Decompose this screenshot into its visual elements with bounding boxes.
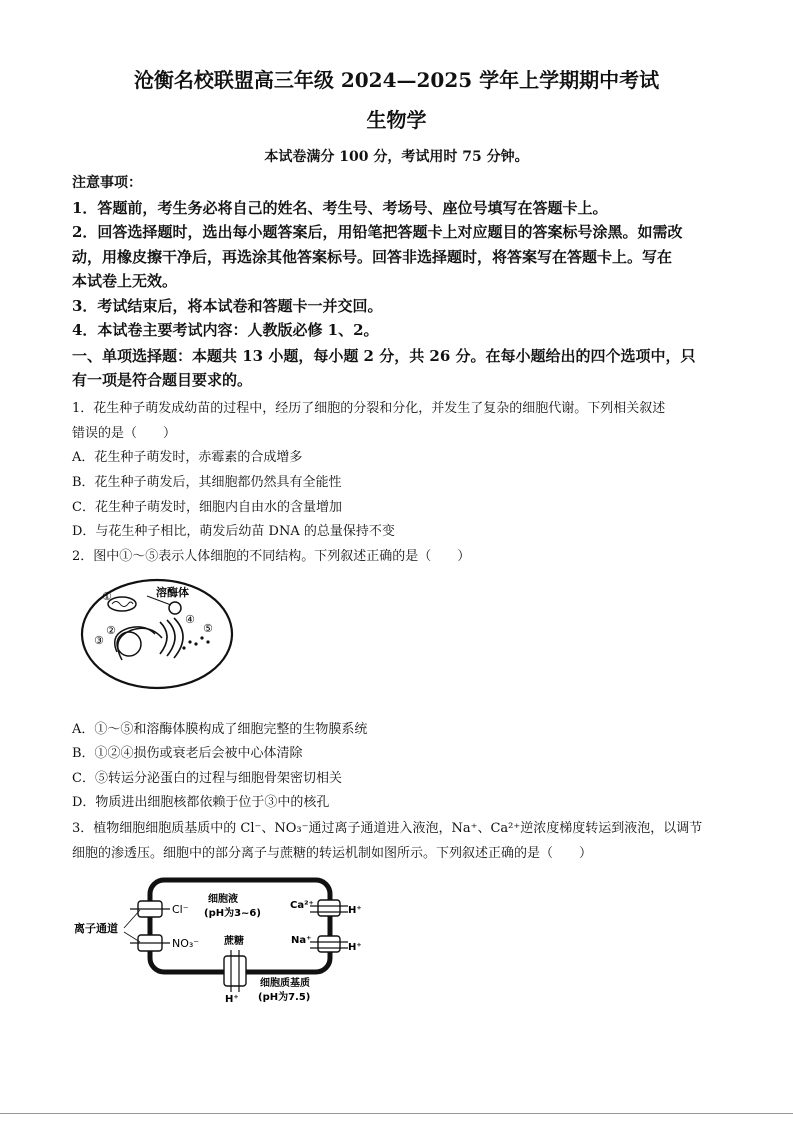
label-vacuole: 细胞液 <box>208 894 238 905</box>
notice-item: 1．答题前，考生务必将自己的姓名、考生号、考场号、座位号填写在答题卡上。 <box>72 199 608 217</box>
notice-item: 本试卷上无效。 <box>72 272 178 290</box>
notice-item: 动，用橡皮擦干净后，再选涂其他答案标号。回答非选择题时，将答案写在答题卡上。写在 <box>72 248 673 266</box>
q1-option-b: B．花生种子萌发后，其细胞都仍然具有全能性 <box>72 475 342 490</box>
label-h-2: H⁺ <box>348 942 362 953</box>
q2-stem: 2．图中①～⑤表示人体细胞的不同结构。下列叙述正确的是（ ） <box>72 549 471 564</box>
q3-stem: 3．植物细胞细胞质基质中的 Cl⁻、NO₃⁻通过离子通道进入液泡，Na⁺、Ca²⁺逆浓度梯度转运到液泡，以调节 <box>72 821 703 836</box>
label-cl: Cl⁻ <box>172 903 189 916</box>
q3-stem-cont: 细胞的渗透压。细胞中的部分离子与蔗糖的转运机制如图所示。下列叙述正确的是（ ） <box>72 846 593 861</box>
q2-option-c: C．⑤转运分泌蛋白的过程与细胞骨架密切相关 <box>72 771 342 786</box>
vacuole-transport-figure <box>72 868 372 1018</box>
label-cytosol: 细胞质基质 <box>260 978 310 989</box>
exam-title: 沧衡名校联盟高三年级 2024—2025 学年上学期期中考试 <box>133 68 660 92</box>
section-heading-cont: 有一项是符合题目要求的。 <box>72 371 253 389</box>
notice-item: 4．本试卷主要考试内容：人教版必修 1、2。 <box>72 321 379 339</box>
page-bottom-rule <box>0 1113 793 1114</box>
q2-option-b: B．①②④损伤或衰老后会被中心体清除 <box>72 746 303 761</box>
section-heading: 一、单项选择题：本题共 13 小题，每小题 2 分，共 26 分。在每小题给出的四个选项中，只 <box>72 347 696 365</box>
label-4: ④ <box>185 613 195 626</box>
notice-heading: 注意事项： <box>72 175 142 191</box>
label-ca: Ca²⁺ <box>290 900 314 911</box>
label-na: Na⁺ <box>291 935 312 946</box>
label-3: ③ <box>94 634 104 647</box>
exam-note: 本试卷满分 100 分，考试用时 75 分钟。 <box>264 149 529 165</box>
notice-item: 2．回答选择题时，选出每小题答案后，用铅笔把答题卡上对应题目的答案标号涂黑。如需改 <box>72 223 683 241</box>
q2-option-a: A．①～⑤和溶酶体膜构成了细胞完整的生物膜系统 <box>72 722 368 737</box>
q1-option-c: C．花生种子萌发时，细胞内自由水的含量增加 <box>72 500 342 515</box>
label-no3: NO₃⁻ <box>172 937 200 950</box>
notice-item: 3．考试结束后，将本试卷和答题卡一并交回。 <box>72 297 383 315</box>
cell-structure-figure <box>72 572 242 694</box>
label-h-3: H⁺ <box>225 994 239 1005</box>
q1-option-d: D．与花生种子相比，萌发后幼苗 DNA 的总量保持不变 <box>72 524 395 539</box>
label-sucrose: 蔗糖 <box>224 936 244 947</box>
q1-option-a: A．花生种子萌发时，赤霉素的合成增多 <box>72 450 303 465</box>
q1-stem: 1．花生种子萌发成幼苗的过程中，经历了细胞的分裂和分化，并发生了复杂的细胞代谢。下列相关叙述 <box>72 401 666 416</box>
label-h-1: H⁺ <box>348 905 362 916</box>
label-lysosome: 溶酶体 <box>156 586 189 599</box>
q2-option-d: D．物质进出细胞核都依赖于位于③中的核孔 <box>72 795 330 810</box>
subject-title: 生物学 <box>366 108 427 132</box>
label-vacuole-ph: (pH为3~6) <box>204 908 261 919</box>
label-cytosol-ph: (pH为7.5) <box>258 992 311 1003</box>
q1-stem-cont: 错误的是（ ） <box>72 426 177 441</box>
label-2: ② <box>106 624 116 637</box>
label-ion-channel: 离子通道 <box>74 922 118 935</box>
label-1: ① <box>102 590 112 603</box>
label-5: ⑤ <box>203 622 213 635</box>
